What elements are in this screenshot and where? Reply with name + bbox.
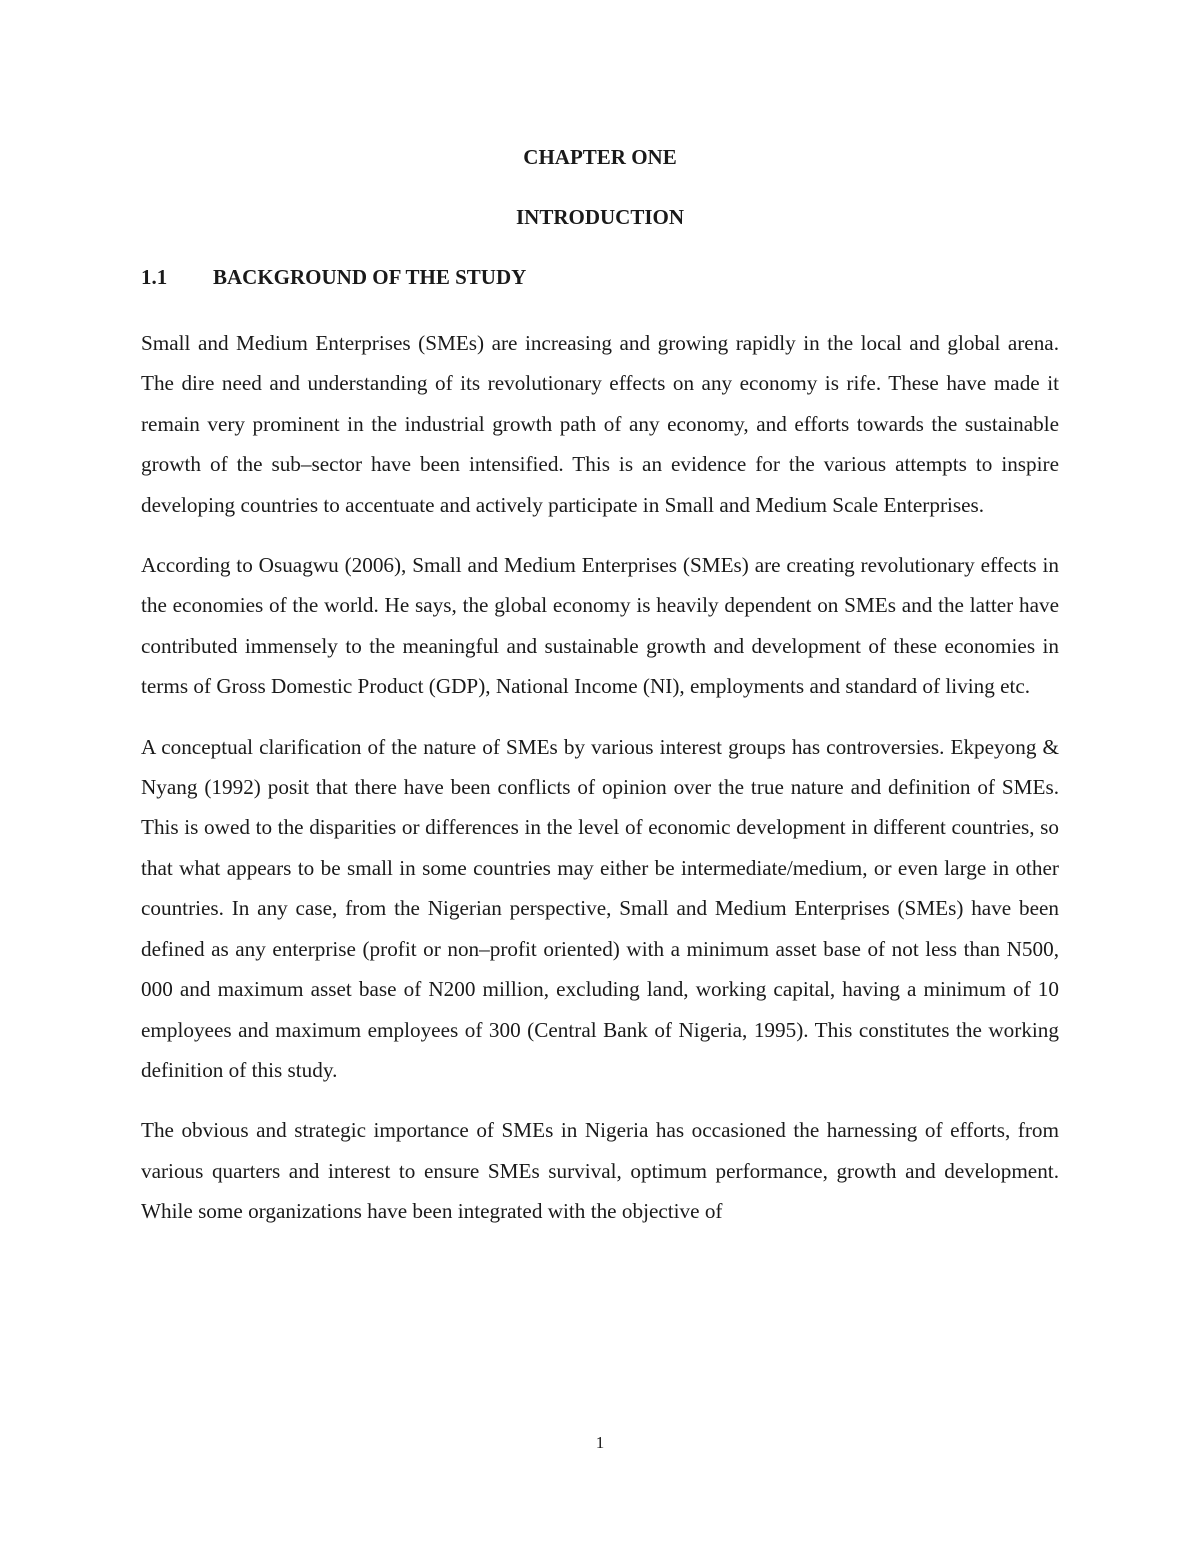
body-text xyxy=(141,323,1059,1252)
section-number: 1.1 xyxy=(141,265,168,289)
section-heading xyxy=(141,263,526,291)
section-title: BACKGROUND OF THE STUDY xyxy=(213,265,527,289)
page-number: 1 xyxy=(595,1433,605,1452)
paragraph: Small and Medium Enterprises (SMEs) are increasing and growing rapidly in the local and global arena. The dire need and understanding of its revolutionary effects on any economy is rife. These have made it remain very prominent in the industrial growth path of any economy, and efforts towards the sustainable growth of the sub–sector have been intensified. This is an evidence for the various attempts to inspire developing countries to accentuate and actively participate in Small and Medium Scale Enterprises. xyxy=(141,331,1059,517)
chapter-subtitle: INTRODUCTION xyxy=(515,205,685,229)
paragraph: According to Osuagwu (2006), Small and Medium Enterprises (SMEs) are creating revolutionary effects in the economies of the world. He says, the global economy is heavily dependent on SMEs and the latter have contributed immensely to the meaningful and sustainable growth and development of these economies in terms of Gross Domestic Product (GDP), National Income (NI), employments and standard of living etc. xyxy=(141,553,1059,699)
chapter-title: CHAPTER ONE xyxy=(523,145,677,169)
paragraph: The obvious and strategic importance of SMEs in Nigeria has occasioned the harnessing of efforts, from various quarters and interest to ensure SMEs survival, optimum performance, growth and development. While some organizations have been integrated with the objective of xyxy=(141,1118,1059,1224)
paragraph: A conceptual clarification of the nature of SMEs by various interest groups has controversies. Ekpeyong & Nyang (1992) posit that there have been conflicts of opinion over the true nature and definition of SMEs. This is owed to the disparities or differences in the level of economic development in different countries, so that what appears to be small in some countries may either be intermediate/medium, or even large in other countries. In any case, from the Nigerian perspective, Small and Medium Enterprises (SMEs) have been defined as any enterprise (profit or non–profit oriented) with a minimum asset base of not less than N500, 000 and maximum asset base of N200 million, excluding land, working capital, having a minimum of 10 employees and maximum employees of 300 (Central Bank of Nigeria, 1995). This constitutes the working definition of this study. xyxy=(141,734,1059,1082)
